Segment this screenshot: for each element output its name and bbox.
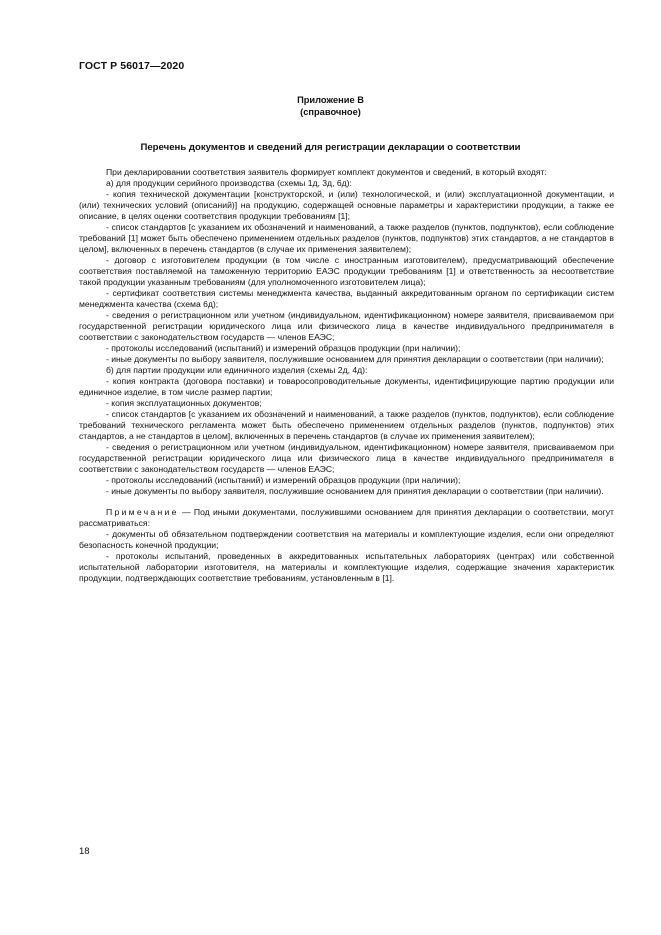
paragraph: При декларировании соответствия заявитель формирует комплект документов и сведений, в который входят: [106,167,547,177]
paragraph: - список стандартов [с указанием их обозначений и наименований, а также разделов (пунктов, подпунктов), если соблюдение требований [1] может быть обеспечено применением отдельных разделов (пунктов, подпунктов) этих стандартов, а не стандартов в целом], включенных в перечень стандартов (в случае их применения заявителем); [79,222,614,254]
note-label: Примечание [106,507,179,517]
note-item: - протоколы испытаний, проведенных в аккредитованных испытательных лабораториях (центрах) или собственной испытательной лаборатории изготовителя, на материалы и комплектующие изделия, содержащие значения характеристик продукции, подтверждающих соответствие требованиям, установленным в [1]. [79,551,614,583]
paragraph: - иные документы по выбору заявителя, послужившие основанием для принятия декларации о соответствии (при наличии). [106,486,604,496]
paragraph: б) для партии продукции или единичного изделия (схемы 2д, 4д): [106,365,368,375]
paragraph: - протоколы исследований (испытаний) и измерений образцов продукции (при наличии); [106,475,461,485]
appendix-subtitle: (справочное) [300,107,361,117]
paragraph: - список стандартов [с указанием их обозначений и наименований, а также разделов (пунктов, подпунктов), если соблюдение требований технического регламента может быть обеспечено применением отдельных разделов (пунктов, подпунктов) этих стандартов, а не стандартов в целом], включенных в перечень стандартов (в случае их применения заявителем); [79,409,614,441]
note-intro [79,507,614,529]
appendix-heading [0,94,661,118]
note-block [79,507,614,584]
paragraph: - протоколы исследований (испытаний) и измерений образцов продукции (при наличии); [106,343,461,353]
page-number: 18 [79,846,90,857]
paragraph: - сведения о регистрационном или учетном (индивидуальном, идентификационном) номере заявителя, присваиваемом при государственной регистрации юридического лица или физического лица в качестве индивидуального предпринимателя в соответствии с законодательством государств — членов ЕАЭС; [79,310,614,342]
appendix-title: Приложение В [297,95,364,105]
paragraph: - копия эксплуатационных документов; [106,398,262,408]
paragraph: - копия технической документации [конструкторской, и (или) технологической, и (или) эксплуатационной документации, и (или) технических условий (описаний)] на продукцию, содержащей основные параметры и характеристики продукции, а также ее описание, в целях оценки соответствия продукции требованиям [1]; [79,189,614,221]
document-designation: ГОСТ Р 56017—2020 [79,60,185,72]
note-text: — Под иными документами, послужившими основанием для принятия декларации о соответствии, могут рассматриваться: [79,507,614,528]
document-body [79,167,614,584]
paragraph: а) для продукции серийного производства (схемы 1д, 3д, 6д): [106,178,352,188]
paragraph: - сертификат соответствия системы менеджмента качества, выданный аккредитованным органом по сертификации систем менеджмента качества (схема 6д); [79,288,614,309]
paragraph: - договор с изготовителем продукции (в том числе с иностранным изготовителем), предусматривающий обеспечение соответствия поставляемой на таможенную территорию ЕАЭС продукции требованиям [1] и ответственность за несоответствие такой продукции указанным требованиям (для уполномоченного изготовителем лица); [79,255,614,287]
paragraph: - иные документы по выбору заявителя, послужившие основанием для принятия декларации о соответствии (при наличии); [106,354,604,364]
paragraph: - сведения о регистрационном или учетном (индивидуальном, идентификационном) номере заявителя, присваиваемом при государственной регистрации юридического лица или физического лица в качестве индивидуального предпринимателя в соответствии с законодательством государств — членов ЕАЭС; [79,442,614,474]
paragraph: - копия контракта (договора поставки) и товаросопроводительные документы, идентифицирующие партию продукции или единичное изделие, в том числе размер партии; [79,376,614,397]
note-item: - документы об обязательном подтверждении соответствия на материалы и комплектующие изделия, если они определяют безопасность конечной продукции; [79,529,614,550]
section-title: Перечень документов и сведений для регистрации декларации о соответствии [140,142,521,153]
